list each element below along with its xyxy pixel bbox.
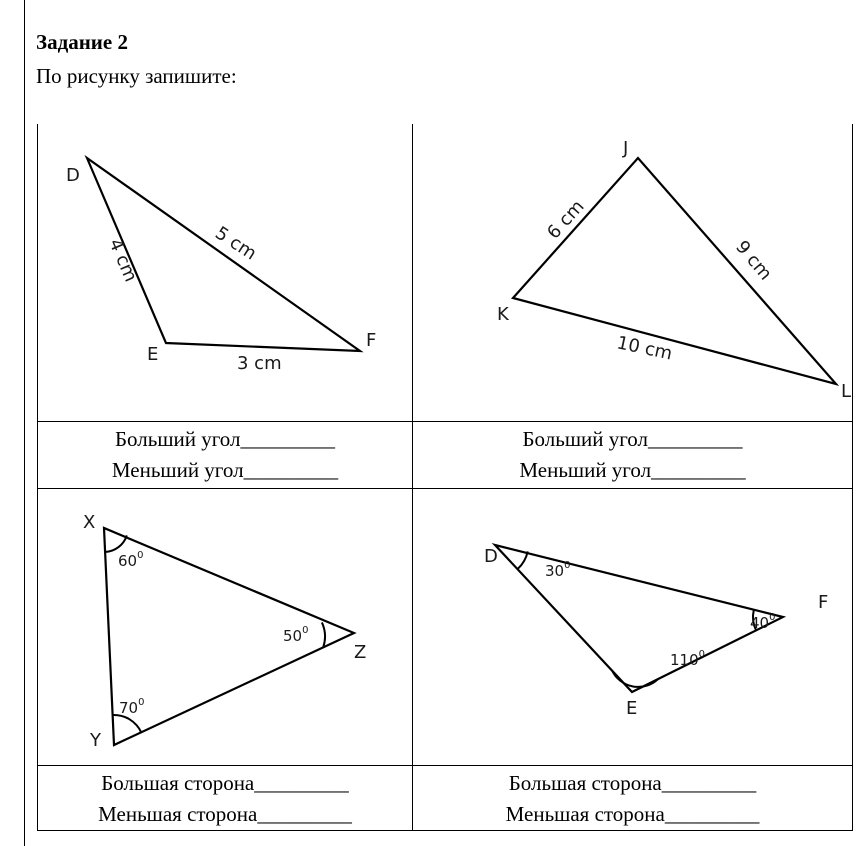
answer-cell-top-left [38,424,412,486]
triangle-def-figure [413,489,852,765]
side-jk-label: 6 cm [543,196,589,244]
triangle-def [495,545,783,692]
margin-rule [24,0,25,846]
table-border-right [852,124,853,831]
vertex-k-label: K [497,304,509,325]
degree-mark: 0 [564,560,571,571]
table-border-bottom [37,830,853,831]
largest-side-line: Большая сторона_________ [508,771,757,795]
triangle-xyz-figure [37,489,412,765]
largest-angle-line: Больший угол_________ [114,427,336,451]
side-jl-label: 9 cm [731,236,776,285]
vertex-x-label: X [83,512,96,533]
angle-e-label: $110^0$ [670,649,706,669]
smallest-side-line: Меньшая сторона_________ [98,802,352,826]
largest-angle-line: Больший угол_________ [522,427,743,451]
angle-z-arc [322,622,325,647]
figure-table [37,124,853,831]
vertex-z-label: Z [354,642,367,663]
angle-z-label: $50^0$ [283,625,309,645]
angle-x-label: $60^0$ [118,550,144,570]
vertex-d-label: D [484,546,498,567]
angle-d-arc [518,551,528,569]
vertex-y-label: Y [90,730,101,751]
triangle-jkl-figure [413,124,852,421]
angle-y-arc [113,715,142,732]
angle-y-label: $70^0$ [119,697,145,717]
smallest-side-line: Меньшая сторона_________ [505,802,760,826]
degree-mark: 0 [137,550,144,561]
vertex-f-label: F [818,592,829,613]
triangle-jkl [513,158,836,384]
side-de-label: 4 cm [104,235,142,286]
largest-side-line: Большая сторона_________ [101,771,349,795]
task-title: Задание 2 [36,30,128,54]
degree-mark: 0 [769,612,776,623]
side-kl-label: 10 cm [614,332,675,365]
table-row-rule-1 [37,421,853,422]
smallest-angle-line: Меньший угол_________ [111,458,339,482]
smallest-angle-line: Меньший угол_________ [519,458,746,482]
angle-d-label: $30^0$ [545,560,571,580]
angle-e-arc [612,671,658,687]
vertex-d-label: D [66,165,80,186]
vertex-e-label: E [626,698,638,719]
answer-cell-bottom-left [38,768,412,830]
vertex-f-label: F [366,330,377,351]
degree-mark: 0 [698,649,706,660]
vertex-e-label: E [147,344,159,365]
answer-cell-top-right [413,424,852,486]
side-ef-label: 3 cm [237,353,282,374]
triangle-dfe-figure [37,124,412,421]
answer-cell-bottom-right [413,768,852,830]
degree-mark: 0 [138,697,145,708]
angle-f-label: $40^0$ [750,612,776,632]
vertex-l-label: L [841,381,852,402]
degree-mark: 0 [302,625,309,636]
task-instruction: По рисунку запишите: [36,64,237,88]
vertex-j-label: J [623,138,629,159]
table-row-rule-3 [37,765,853,766]
angle-x-arc [105,535,127,552]
side-df-label: 5 cm [211,222,261,265]
